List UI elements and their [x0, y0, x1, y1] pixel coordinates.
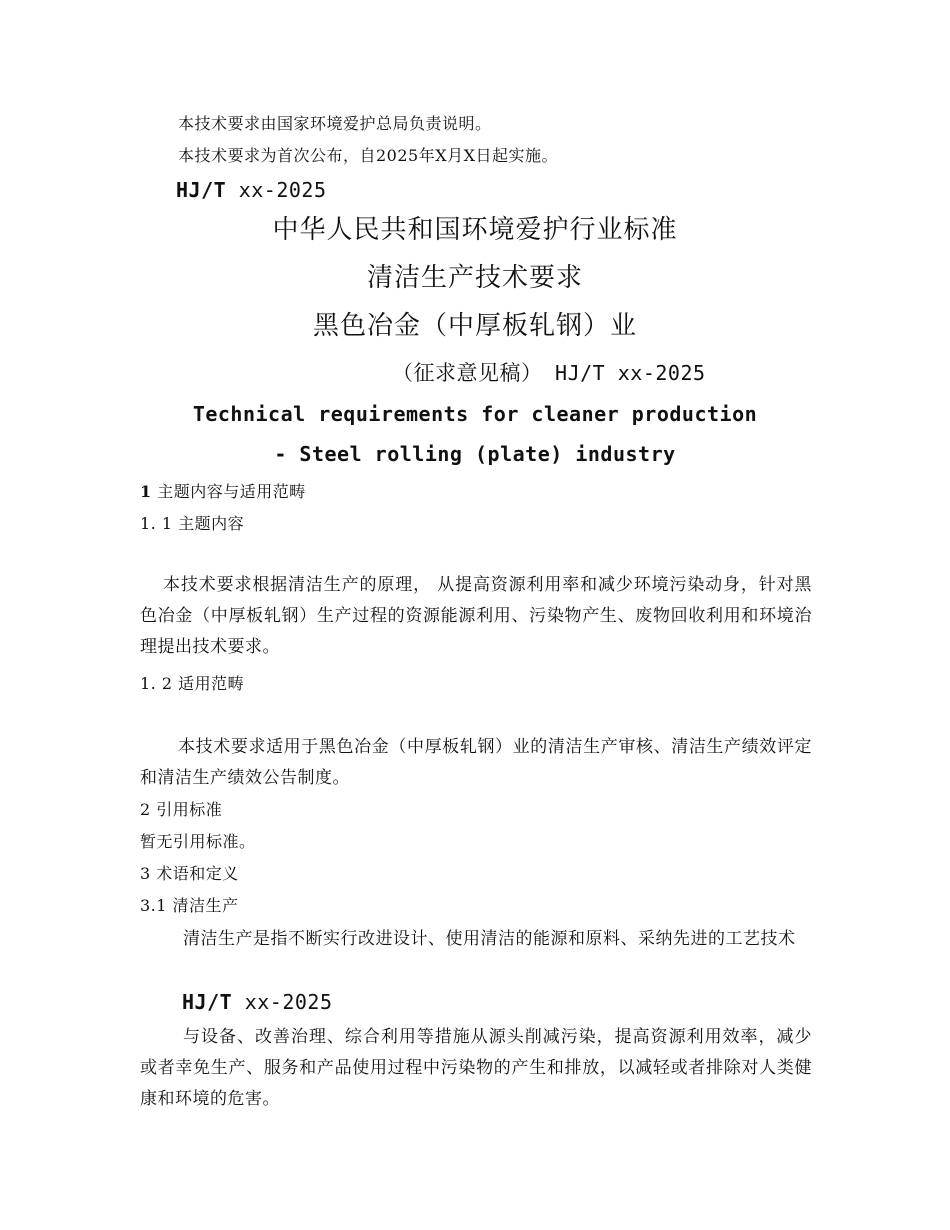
standard-code-prefix: HJ/T [176, 178, 227, 202]
preamble-line-1: 本技术要求由国家环境爱护总局负责说明。 [178, 114, 492, 133]
title-line-3: 黑色冶金（中厚板轧钢）业 [312, 311, 637, 341]
section-1-title: 主题内容与适用范畴 [151, 482, 306, 501]
section-2-heading: 2 引用标准 [140, 800, 223, 819]
standard-code-suffix: xx-2025 [226, 178, 327, 202]
standard-code-repeat [182, 990, 333, 1014]
draft-label [392, 360, 706, 386]
english-title-line-2: - Steel rolling (plate) industry [274, 442, 676, 466]
standard-code-repeat-suffix: xx-2025 [232, 990, 333, 1014]
section-1-heading [140, 482, 306, 502]
section-3-heading: 3 术语和定义 [140, 864, 239, 883]
section-1-1-heading: 1. 1 主题内容 [140, 514, 245, 533]
section-1-2-heading: 1. 2 适用范畴 [140, 674, 245, 693]
draft-code: HJ/T xx-2025 [542, 361, 706, 385]
section-3-1-body-a: 清洁生产是指不断实行改进设计、使用清洁的能源和原料、采纳先进的工艺技术 [183, 929, 796, 949]
draft-label-text: （征求意见稿） [392, 361, 543, 385]
section-2-body: 暂无引用标准。 [140, 832, 256, 851]
preamble-line-2: 本技术要求为首次公布，自2025年X月X日起实施。 [178, 146, 559, 165]
english-title-line-1: Technical requirements for cleaner production [192, 402, 758, 426]
section-1-1-body: 本技术要求根据清洁生产的原理， 从提高资源利用率和减少环境污染动身，针对黑色冶金（中厚板轧钢）生产过程的资源能源利用、污染物产生、废物回收利用和环境治理提出技术要求。 [140, 575, 812, 657]
title-line-1: 中华人民共和国环境爱护行业标准 [272, 215, 678, 245]
standard-code-repeat-prefix: HJ/T [182, 990, 233, 1014]
section-1-2-body: 本技术要求适用于黑色冶金（中厚板轧钢）业的清洁生产审核、清洁生产绩效评定和清洁生产绩效公告制度。 [140, 737, 812, 788]
standard-code-header [176, 178, 327, 202]
title-line-2: 清洁生产技术要求 [366, 263, 583, 293]
section-1-number: 1 [140, 482, 152, 501]
section-3-1-body-b: 与设备、改善治理、综合利用等措施从源头削减污染，提高资源利用效率，减少或者幸免生产、服务和产品使用过程中污染物的产生和排放，以减轻或者排除对人类健康和环境的危害。 [140, 1027, 812, 1109]
section-3-1-heading: 3.1 清洁生产 [140, 896, 239, 915]
